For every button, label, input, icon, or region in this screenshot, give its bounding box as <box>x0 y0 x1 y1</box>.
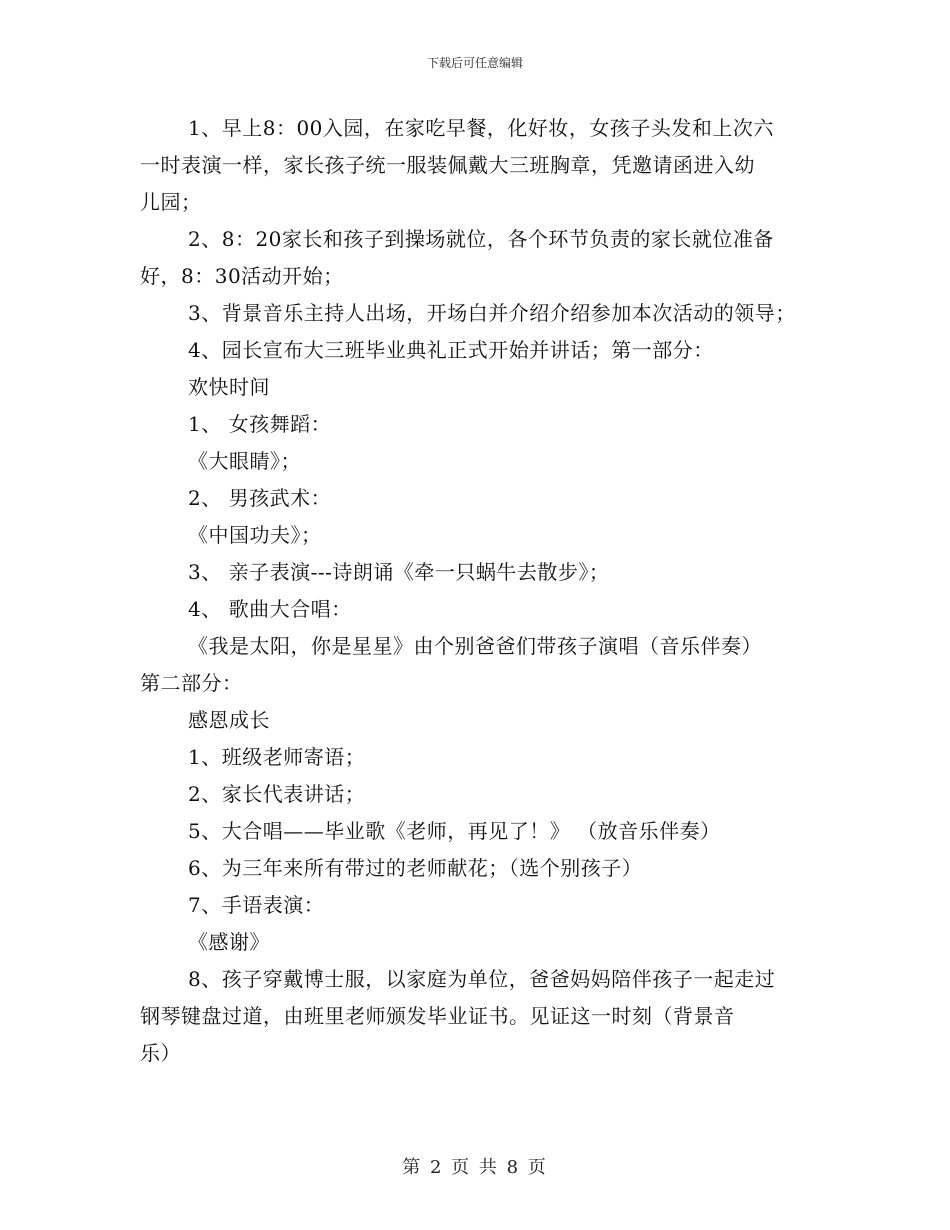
text-line: 儿园； <box>140 190 202 214</box>
text-line: 4、园长宣布大三班毕业典礼正式开始并讲话；第一部分： <box>188 338 714 362</box>
text-line: 7、手语表演： <box>188 893 325 917</box>
text-line: 第二部分： <box>140 671 243 695</box>
text-line: 1、 女孩舞蹈： <box>188 412 332 436</box>
text-line: 1、班级老师寄语； <box>188 745 366 769</box>
text-line: 《感谢》 <box>188 930 270 954</box>
page-header: 下载后可任意编辑 <box>426 56 523 70</box>
text-line: 3、 亲子表演---诗朗诵《牵一只蜗牛去散步》； <box>188 560 610 584</box>
text-line: 《我是太阳，你是星星》由个别爸爸们带孩子演唱（音乐伴奏） <box>188 634 762 658</box>
text-line: 2、8：20家长和孩子到操场就位，各个环节负责的家长就位准备 <box>188 227 774 251</box>
text-line: 1、早上8：00入园，在家吃早餐，化好妆，女孩子头发和上次六 <box>188 116 774 140</box>
text-line: 5、大合唱——毕业歌《老师，再见了！》 （放音乐伴奏） <box>188 819 721 843</box>
text-line: 8、孩子穿戴博士服，以家庭为单位，爸爸妈妈陪伴孩子一起走过 <box>188 967 776 991</box>
text-line: 6、为三年来所有带过的老师献花；（选个别孩子） <box>188 856 643 880</box>
text-line: 一时表演一样，家长孩子统一服装佩戴大三班胸章，凭邀请函进入幼 <box>140 153 755 177</box>
text-line: 《中国功夫》； <box>188 523 322 547</box>
document-body <box>140 110 820 1072</box>
text-line: 2、 男孩武术： <box>188 486 332 510</box>
text-line: 3、背景音乐主持人出场，开场白并介绍介绍参加本次活动的领导； <box>188 301 796 325</box>
text-line: 好，8：30活动开始； <box>140 264 344 288</box>
page-footer: 第 2 页 共 8 页 <box>402 1157 548 1178</box>
text-line: 钢琴键盘过道，由班里老师颁发毕业证书。见证这一时刻（背景音 <box>140 1004 735 1028</box>
text-line: 感恩成长 <box>188 708 270 732</box>
text-line: 《大眼睛》； <box>188 449 301 473</box>
text-line: 欢快时间 <box>188 375 270 399</box>
text-line: 4、 歌曲大合唱： <box>188 597 352 621</box>
text-line: 2、家长代表讲话； <box>188 782 366 806</box>
text-line: 乐） <box>140 1041 181 1065</box>
